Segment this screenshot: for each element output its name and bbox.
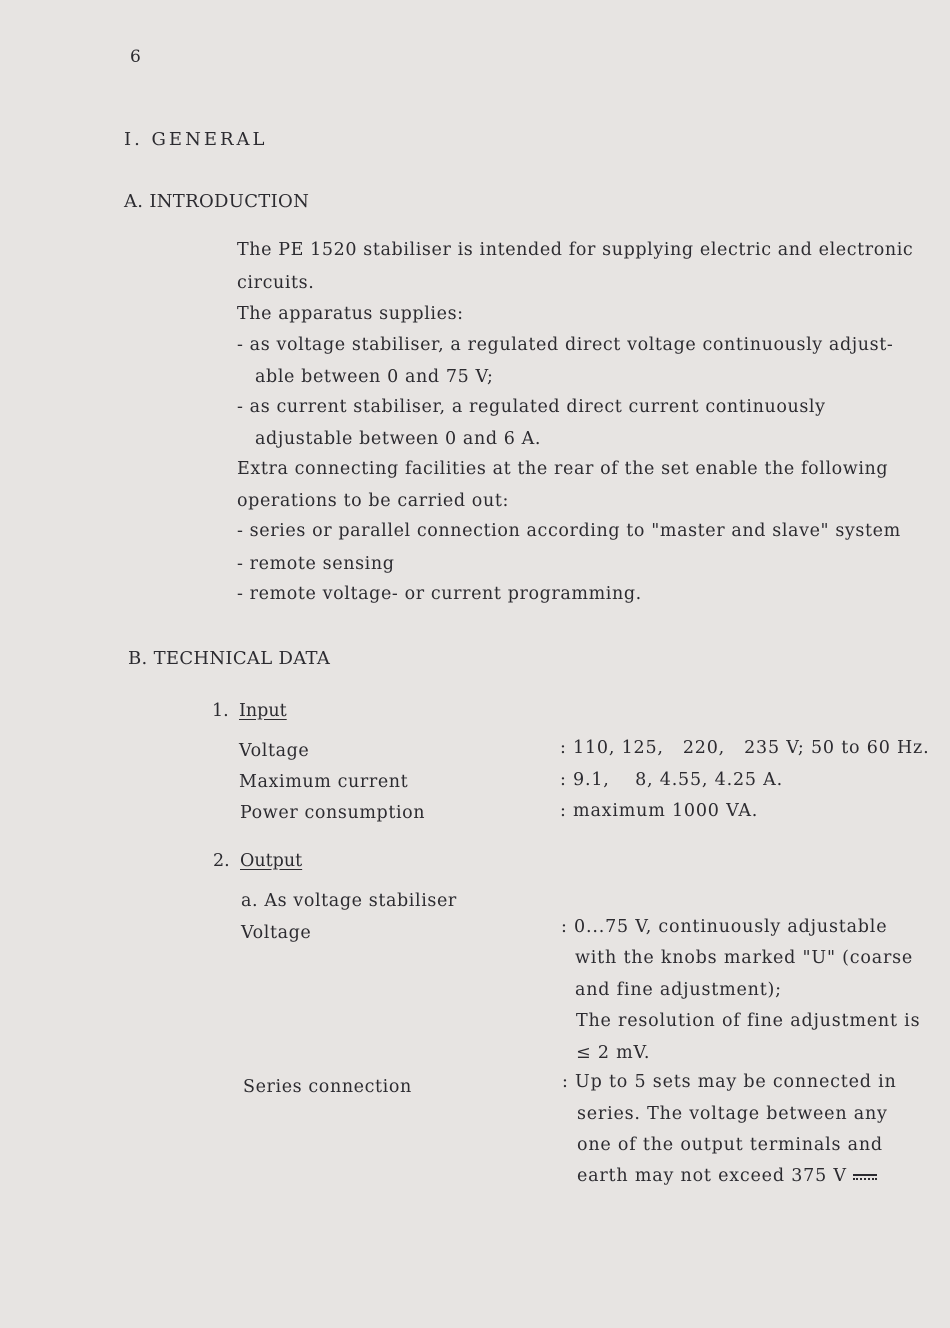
input-power-value: : maximum 1000 VA. [560, 801, 759, 821]
intro-line: - as current stabiliser, a regulated direct current continuously [237, 397, 826, 417]
input-heading: Input [239, 701, 287, 721]
section-heading-general: I. GENERAL [124, 129, 268, 150]
intro-line: Extra connecting facilities at the rear of the set enable the following [237, 459, 889, 479]
section-heading-introduction: A. INTRODUCTION [124, 191, 310, 212]
intro-line: - remote sensing [237, 554, 395, 574]
input-current-label: Maximum current [239, 772, 409, 792]
dc-symbol-icon [853, 1172, 877, 1182]
output-series-label: Series connection [243, 1077, 412, 1097]
intro-line: - as voltage stabiliser, a regulated direct voltage continuously adjust- [237, 335, 894, 355]
output-voltage-line: with the knobs marked "U" (coarse [575, 948, 914, 968]
output-voltage-label: Voltage [241, 923, 312, 943]
intro-line: The PE 1520 stabiliser is intended for supplying electric and electronic [237, 240, 914, 260]
output-subheading-voltage-stabiliser: a. As voltage stabiliser [241, 891, 457, 911]
output-series-line: series. The voltage between any [577, 1104, 888, 1124]
page-number: 6 [130, 47, 141, 67]
intro-line: circuits. [237, 273, 315, 293]
intro-line: adjustable between 0 and 6 A. [255, 429, 542, 449]
output-voltage-line: The resolution of fine adjustment is [576, 1011, 921, 1031]
section-heading-technical-data: B. TECHNICAL DATA [128, 648, 331, 669]
output-series-line: earth may not exceed 375 V [577, 1166, 847, 1186]
output-heading: Output [240, 851, 303, 871]
input-voltage-value: : 110, 125, 220, 235 V; 50 to 60 Hz. [560, 738, 930, 758]
intro-line: able between 0 and 75 V; [255, 367, 494, 387]
output-series-line: one of the output terminals and [577, 1135, 883, 1155]
intro-line: operations to be carried out: [237, 491, 509, 511]
output-voltage-line: and fine adjustment); [575, 980, 782, 1000]
intro-line: - series or parallel connection according to "master and slave" system [237, 521, 901, 541]
intro-line: - remote voltage- or current programming. [237, 584, 642, 604]
output-series-line: : Up to 5 sets may be connected in [562, 1072, 897, 1092]
output-series-line-last [577, 1166, 877, 1186]
input-voltage-label: Voltage [239, 741, 310, 761]
output-number: 2. [213, 851, 230, 871]
input-current-value: : 9.1, 8, 4.55, 4.25 A. [560, 770, 783, 790]
output-voltage-line: : 0...75 V, continuously adjustable [561, 917, 888, 937]
intro-line: The apparatus supplies: [237, 304, 464, 324]
input-number: 1. [212, 701, 229, 721]
input-power-label: Power consumption [240, 803, 426, 823]
output-voltage-line: ≤ 2 mV. [576, 1043, 651, 1063]
